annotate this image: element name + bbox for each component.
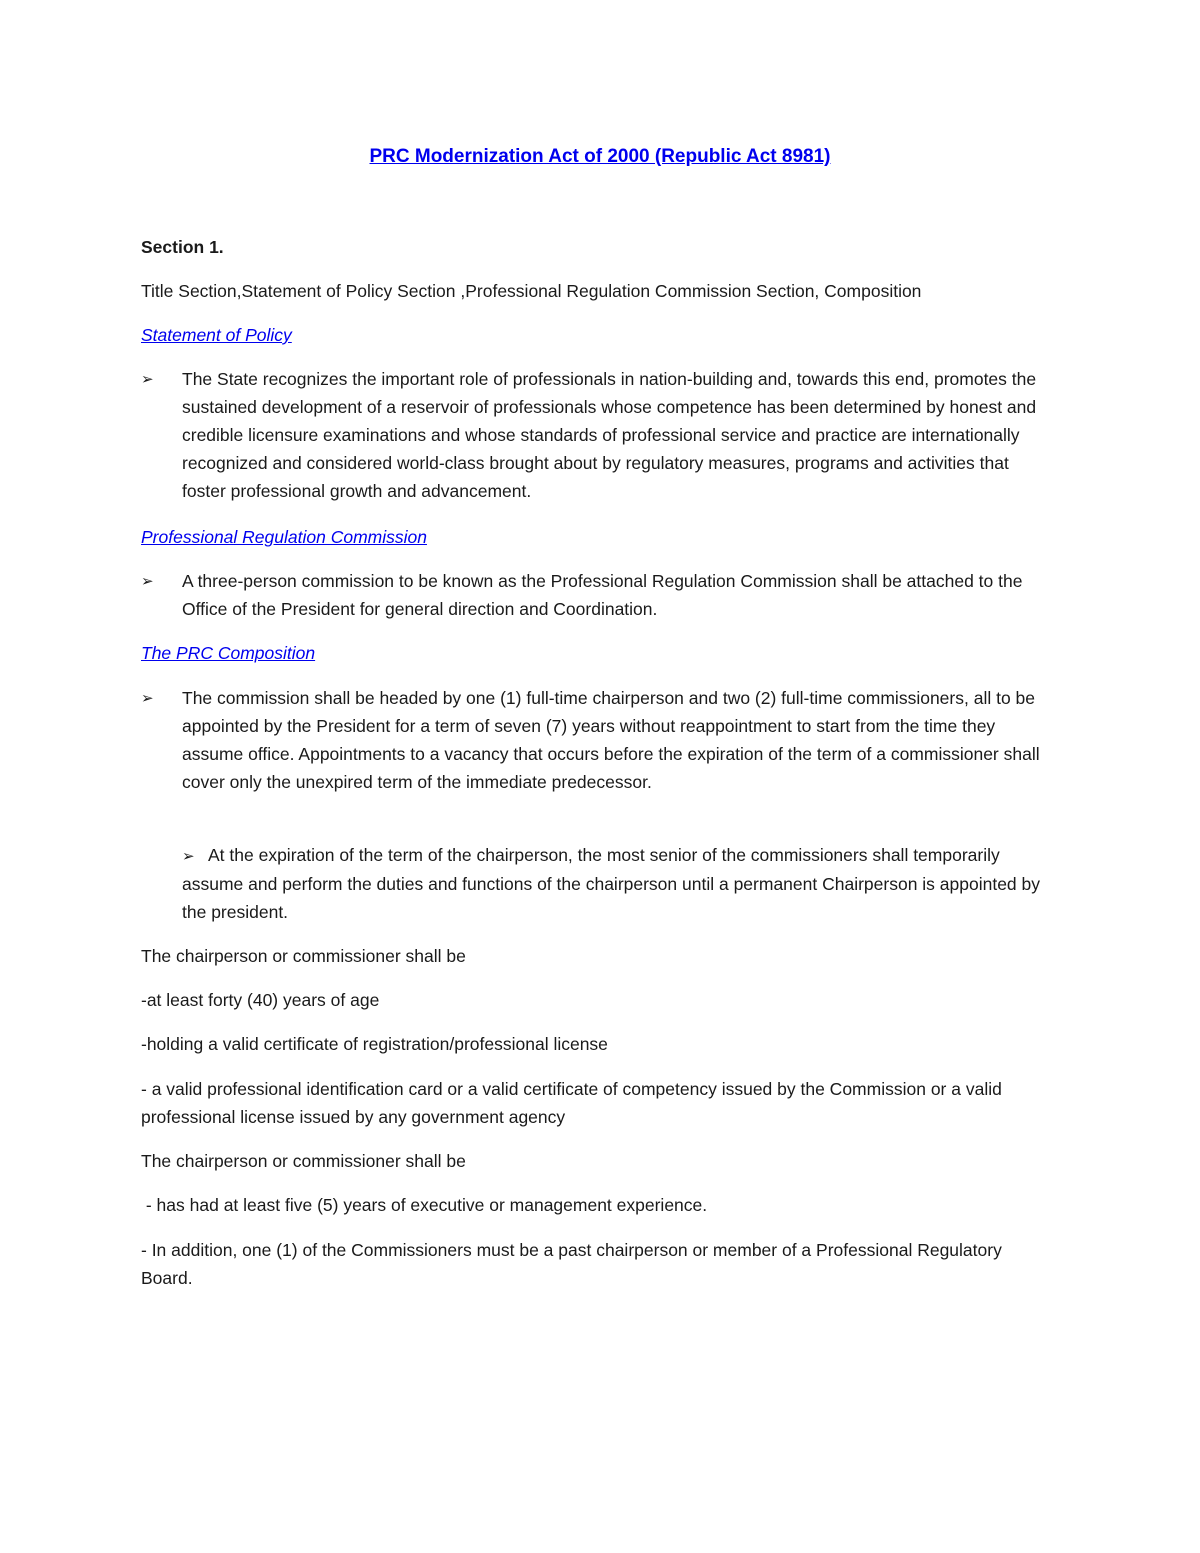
sub-bullet-text-expiration: At the expiration of the term of the chairperson, the most senior of the commissioners shall temporarily assume and perform the duties and functions of the chairperson until a permanent Chairperson is appointed by the president. <box>182 845 1041 922</box>
sub-bullet-item-expiration <box>182 841 1042 926</box>
heading-statement-of-policy-text: Statement of Policy <box>141 325 292 345</box>
arrow-bullet-icon: ➢ <box>141 689 154 707</box>
section-label: Section 1. <box>141 237 224 257</box>
heading-prc-composition-text: The PRC Composition <box>141 643 316 663</box>
heading-professional-regulation-commission <box>141 523 1061 551</box>
heading-statement-of-policy <box>141 321 1061 349</box>
qualifications-intro-2: The chairperson or commissioner shall be <box>141 1151 466 1171</box>
qualification-certificate: -holding a valid certificate of registration/professional license <box>141 1034 608 1054</box>
bullet-text-composition: The commission shall be headed by one (1) full-time chairperson and two (2) full-time commissioners, all to be appointed by the President for a term of seven (7) years without reappointment to start from the time they assume office. Appointments to a vacancy that occurs before the expiration of the term of a commissioner shall cover only the unexpired term of the immediate predecessor. <box>182 688 1040 792</box>
arrow-bullet-icon: ➢ <box>141 370 154 388</box>
qualifications-intro-1: The chairperson or commissioner shall be <box>141 946 466 966</box>
heading-prc-composition <box>141 639 1061 667</box>
qualification-age: -at least forty (40) years of age <box>141 990 380 1010</box>
qualification-experience: - has had at least five (5) years of executive or management experience. <box>141 1195 708 1215</box>
bullet-text-commission: A three-person commission to be known as the Professional Regulation Commission shall be attached to the Office of the President for general direction and Coordination. <box>182 571 1023 619</box>
arrow-bullet-icon: ➢ <box>182 847 195 865</box>
heading-professional-regulation-commission-text: Professional Regulation Commission <box>141 527 427 547</box>
document-title: PRC Modernization Act of 2000 (Republic Act 8981) <box>369 146 831 167</box>
arrow-bullet-icon: ➢ <box>141 572 154 590</box>
section-subtitle: Title Section,Statement of Policy Section ,Professional Regulation Commission Section, Composition <box>141 281 922 301</box>
qualification-past-member: - In addition, one (1) of the Commissioners must be a past chairperson or member of a Professional Regulatory Board. <box>141 1240 1002 1288</box>
qualification-id: - a valid professional identification card or a valid certificate of competency issued by the Commission or a valid professional license issued by any government agency <box>141 1079 1002 1127</box>
bullet-text-policy: The State recognizes the important role of professionals in nation-building and, towards this end, promotes the sustained development of a reservoir of professionals whose competence has been determined by honest and credible licensure examinations and whose standards of professional service and practice are internationally recognized and considered world-class brought about by regulatory measures, programs and activities that foster professional growth and advancement. <box>182 369 1037 501</box>
